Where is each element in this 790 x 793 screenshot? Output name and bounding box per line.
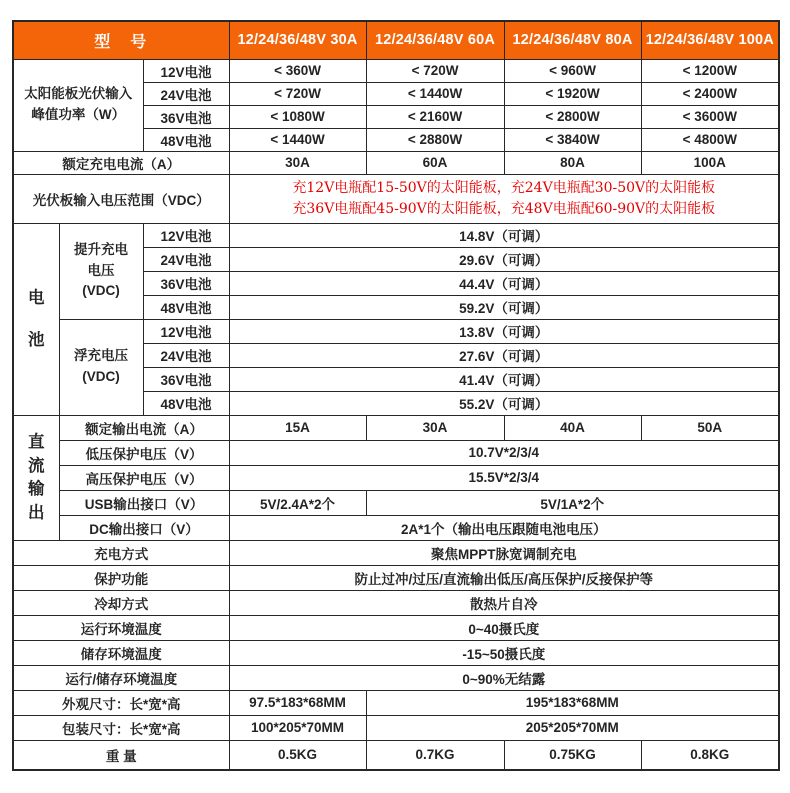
battery-sub-label: 48V电池 <box>143 295 229 319</box>
pv-power-value: < 720W <box>366 59 504 82</box>
model-column-80a: 12/24/36/48V 80A <box>504 21 641 59</box>
cooling-value: 散热片自冷 <box>229 590 779 615</box>
weight-value: 0.5KG <box>229 740 366 770</box>
pv-power-value: < 1920W <box>504 82 641 105</box>
rated-charge-current-row <box>13 151 779 174</box>
dc-port-row <box>13 515 779 540</box>
pv-power-value: < 3600W <box>641 105 779 128</box>
battery-sub-label: 12V电池 <box>143 319 229 343</box>
package-size-rest: 205*205*70MM <box>366 715 779 740</box>
boost-voltage-value: 14.8V（可调） <box>229 223 779 247</box>
storage-temp-row <box>13 640 779 665</box>
protection-value: 防止过冲/过压/直流输出低压/高压保护/反接保护等 <box>229 565 779 590</box>
operating-temp-value: 0~40摄氏度 <box>229 615 779 640</box>
battery-group-label <box>13 223 59 415</box>
float-voltage-label-line1: 浮充电压 <box>74 348 128 364</box>
rated-output-current-value: 30A <box>366 415 504 440</box>
dc-output-group-label <box>13 415 59 540</box>
package-size-label: 包装尺寸：长*宽*高 <box>13 715 229 740</box>
pv-power-value: < 1440W <box>366 82 504 105</box>
pv-power-row-12v <box>13 59 779 82</box>
pv-power-value: < 2880W <box>366 128 504 151</box>
package-size-first: 100*205*70MM <box>229 715 366 740</box>
low-voltage-protect-value: 10.7V*2/3/4 <box>229 440 779 465</box>
model-column-30a: 12/24/36/48V 30A <box>229 21 366 59</box>
pv-voltage-range-note-line2: 充36V电瓶配45-90V的太阳能板，充48V电瓶配60-90V的太阳能板 <box>292 200 716 217</box>
dc-port-label: DC输出接口（V） <box>59 515 229 540</box>
dc-output-group-char: 输 <box>28 480 45 498</box>
pv-power-value: < 2400W <box>641 82 779 105</box>
battery-sub-label: 36V电池 <box>143 367 229 391</box>
battery-sub-label: 12V电池 <box>143 59 229 82</box>
cooling-row <box>13 590 779 615</box>
pv-power-label-line1: 太阳能板光伏输入 <box>24 86 133 102</box>
rated-output-current-row <box>13 415 779 440</box>
float-voltage-value: 27.6V（可调） <box>229 343 779 367</box>
charge-method-value: 聚焦MPPT脉宽调制充电 <box>229 540 779 565</box>
float-voltage-label-line2: (VDC) <box>82 369 120 384</box>
rated-output-current-label: 额定输出电流（A） <box>59 415 229 440</box>
weight-value: 0.7KG <box>366 740 504 770</box>
spec-table <box>12 20 780 771</box>
float-voltage-row-12v <box>13 319 779 343</box>
low-voltage-protect-label: 低压保护电压（V） <box>59 440 229 465</box>
pv-power-value: < 2800W <box>504 105 641 128</box>
usb-output-label: USB输出接口（V） <box>59 490 229 515</box>
appearance-size-first: 97.5*183*68MM <box>229 690 366 715</box>
usb-output-value-first: 5V/2.4A*2个 <box>229 490 366 515</box>
boost-voltage-label-line3: (VDC) <box>82 283 120 299</box>
table-header-row <box>13 21 779 59</box>
rated-output-current-value: 40A <box>504 415 641 440</box>
pv-power-value: < 720W <box>229 82 366 105</box>
dc-output-group-char: 直 <box>28 433 45 451</box>
low-voltage-protect-row <box>13 440 779 465</box>
model-column-100a: 12/24/36/48V 100A <box>641 21 779 59</box>
charge-method-label: 充电方式 <box>13 540 229 565</box>
battery-sub-label: 24V电池 <box>143 82 229 105</box>
battery-sub-label: 24V电池 <box>143 247 229 271</box>
rated-output-current-value: 15A <box>229 415 366 440</box>
pv-power-value: < 3840W <box>504 128 641 151</box>
battery-group-char: 电 <box>28 288 45 307</box>
pv-voltage-range-note <box>229 174 779 223</box>
appearance-size-label: 外观尺寸：长*宽*高 <box>13 690 229 715</box>
weight-value: 0.8KG <box>641 740 779 770</box>
pv-voltage-range-note-line1: 充12V电瓶配15-50V的太阳能板，充24V电瓶配30-50V的太阳能板 <box>292 180 716 197</box>
dc-output-group-char: 出 <box>28 503 45 522</box>
boost-voltage-value: 29.6V（可调） <box>229 247 779 271</box>
boost-voltage-label <box>59 223 143 319</box>
protection-label: 保护功能 <box>13 565 229 590</box>
dc-port-value: 2A*1个（输出电压跟随电池电压） <box>229 515 779 540</box>
rated-charge-current-label: 额定充电电流（A） <box>13 151 229 174</box>
protection-row <box>13 565 779 590</box>
boost-voltage-row-12v <box>13 223 779 247</box>
boost-voltage-label-line2: 电压 <box>87 262 115 278</box>
high-voltage-protect-value: 15.5V*2/3/4 <box>229 465 779 490</box>
battery-sub-label: 12V电池 <box>143 223 229 247</box>
operating-temp-label: 运行环境温度 <box>13 615 229 640</box>
battery-sub-label: 48V电池 <box>143 391 229 415</box>
float-voltage-value: 13.8V（可调） <box>229 319 779 343</box>
boost-voltage-label-line1: 提升充电 <box>74 241 128 257</box>
high-voltage-protect-row <box>13 465 779 490</box>
battery-sub-label: 24V电池 <box>143 343 229 367</box>
weight-label: 重 量 <box>13 740 229 770</box>
package-size-row <box>13 715 779 740</box>
high-voltage-protect-label: 高压保护电压（V） <box>59 465 229 490</box>
model-header-cell: 型 号 <box>13 21 229 59</box>
humidity-value: 0~90%无结露 <box>229 665 779 690</box>
usb-output-value-rest: 5V/1A*2个 <box>366 490 779 515</box>
cooling-label: 冷却方式 <box>13 590 229 615</box>
pv-power-value: < 360W <box>229 59 366 82</box>
operating-temp-row <box>13 615 779 640</box>
appearance-size-rest: 195*183*68MM <box>366 690 779 715</box>
battery-group-char: 池 <box>28 331 45 349</box>
float-voltage-label <box>59 319 143 415</box>
battery-sub-label: 48V电池 <box>143 128 229 151</box>
weight-value: 0.75KG <box>504 740 641 770</box>
boost-voltage-value: 59.2V（可调） <box>229 295 779 319</box>
storage-temp-value: -15~50摄氏度 <box>229 640 779 665</box>
appearance-size-row <box>13 690 779 715</box>
battery-sub-label: 36V电池 <box>143 105 229 128</box>
pv-voltage-range-label: 光伏板输入电压范围（VDC） <box>13 174 229 223</box>
usb-output-row <box>13 490 779 515</box>
dc-output-group-char: 流 <box>28 456 45 475</box>
pv-power-value: < 1200W <box>641 59 779 82</box>
pv-power-value: < 1440W <box>229 128 366 151</box>
rated-charge-current-value: 100A <box>641 151 779 174</box>
rated-charge-current-value: 60A <box>366 151 504 174</box>
pv-power-value: < 960W <box>504 59 641 82</box>
charge-method-row <box>13 540 779 565</box>
storage-temp-label: 储存环境温度 <box>13 640 229 665</box>
pv-power-value: < 4800W <box>641 128 779 151</box>
pv-power-group-label <box>13 59 143 151</box>
pv-power-value: < 2160W <box>366 105 504 128</box>
weight-row <box>13 740 779 770</box>
battery-sub-label: 36V电池 <box>143 271 229 295</box>
pv-power-value: < 1080W <box>229 105 366 128</box>
float-voltage-value: 41.4V（可调） <box>229 367 779 391</box>
rated-charge-current-value: 80A <box>504 151 641 174</box>
float-voltage-value: 55.2V（可调） <box>229 391 779 415</box>
boost-voltage-value: 44.4V（可调） <box>229 271 779 295</box>
humidity-label: 运行/储存环境温度 <box>13 665 229 690</box>
pv-voltage-range-row <box>13 174 779 223</box>
pv-power-label-line2: 峰值功率（W） <box>31 107 126 122</box>
rated-output-current-value: 50A <box>641 415 779 440</box>
humidity-row <box>13 665 779 690</box>
model-column-60a: 12/24/36/48V 60A <box>366 21 504 59</box>
rated-charge-current-value: 30A <box>229 151 366 174</box>
